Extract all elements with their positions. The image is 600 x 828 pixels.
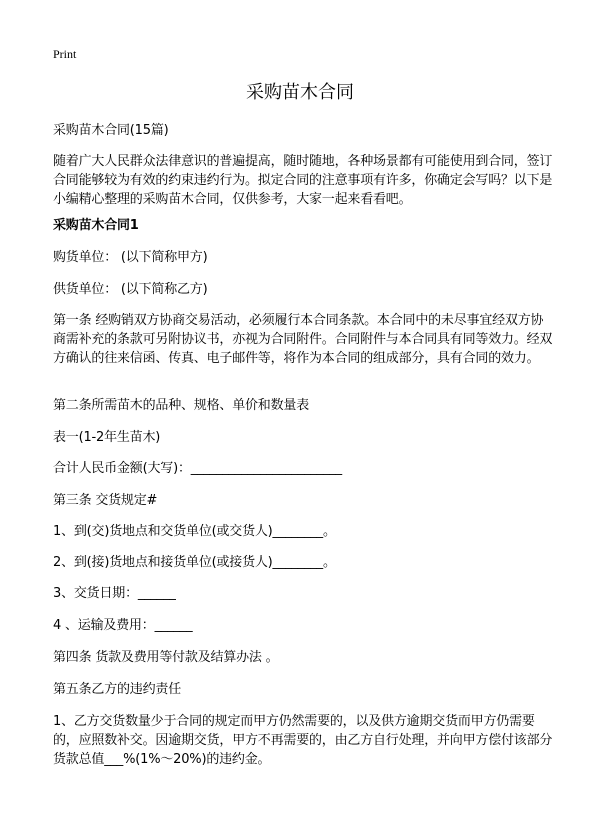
article-3: 第三条 交货规定# xyxy=(53,493,158,508)
table-1-caption: 表一(1-2年生苗木) xyxy=(53,430,161,445)
liability-clause-1: 1、乙方交货数量少于合同的规定而甲方仍然需要的，以及供方逾期交货而甲方仍需要的，应照数补交。因逾期交货，甲方不再需要的，由乙方自行处理，并向甲方偿付该部分货款总值___%(1%～20%)的违约金。 xyxy=(53,714,553,767)
intro-paragraph: 随着广大人民群众法律意识的普遍提高，随时随地，各种场景都有可能使用到合同，签订合同能够较为有效的约束违约行为。拟定合同的注意事项有许多，你确定会写吗？以下是小编精心整理的采购苗木合同，仅供参考，大家一起来看看吧。 xyxy=(53,154,553,207)
delivery-item-2: 2、到(接)货地点和接货单位(或接货人)________。 xyxy=(53,555,336,570)
article-2: 第二条所需苗木的品种、规格、单价和数量表 xyxy=(53,398,310,413)
buyer-line: 购货单位： (以下简称甲方) xyxy=(53,250,208,265)
article-5: 第五条乙方的违约责任 xyxy=(53,682,182,697)
article-1: 第一条 经购销双方协商交易活动，必须履行本合同条款。本合同中的未尽事宜经双方协商需补充的条款可另附协议书，亦视为合同附件。合同附件与本合同具有同等效力。经双方确认的往来信函、传真、电子邮件等，将作为本合同的组成部分，具有合同的效力。 xyxy=(53,313,553,366)
delivery-item-4: 4 、运输及费用：______ xyxy=(53,618,193,633)
document-subtitle: 采购苗木合同(15篇) xyxy=(53,123,169,138)
article-4: 第四条 货款及费用等付款及结算办法 。 xyxy=(53,650,279,665)
section-heading: 采购苗木合同1 xyxy=(53,218,139,233)
total-amount-line: 合计人民币金额(大写)：________________________ xyxy=(53,461,342,476)
seller-line: 供货单位： (以下简称乙方) xyxy=(53,282,208,297)
document-title: 采购苗木合同 xyxy=(246,82,354,103)
print-link[interactable]: Print xyxy=(53,47,77,61)
delivery-item-3: 3、交货日期：______ xyxy=(53,586,176,601)
delivery-item-1: 1、到(交)货地点和交货单位(或交货人)________。 xyxy=(53,524,336,539)
